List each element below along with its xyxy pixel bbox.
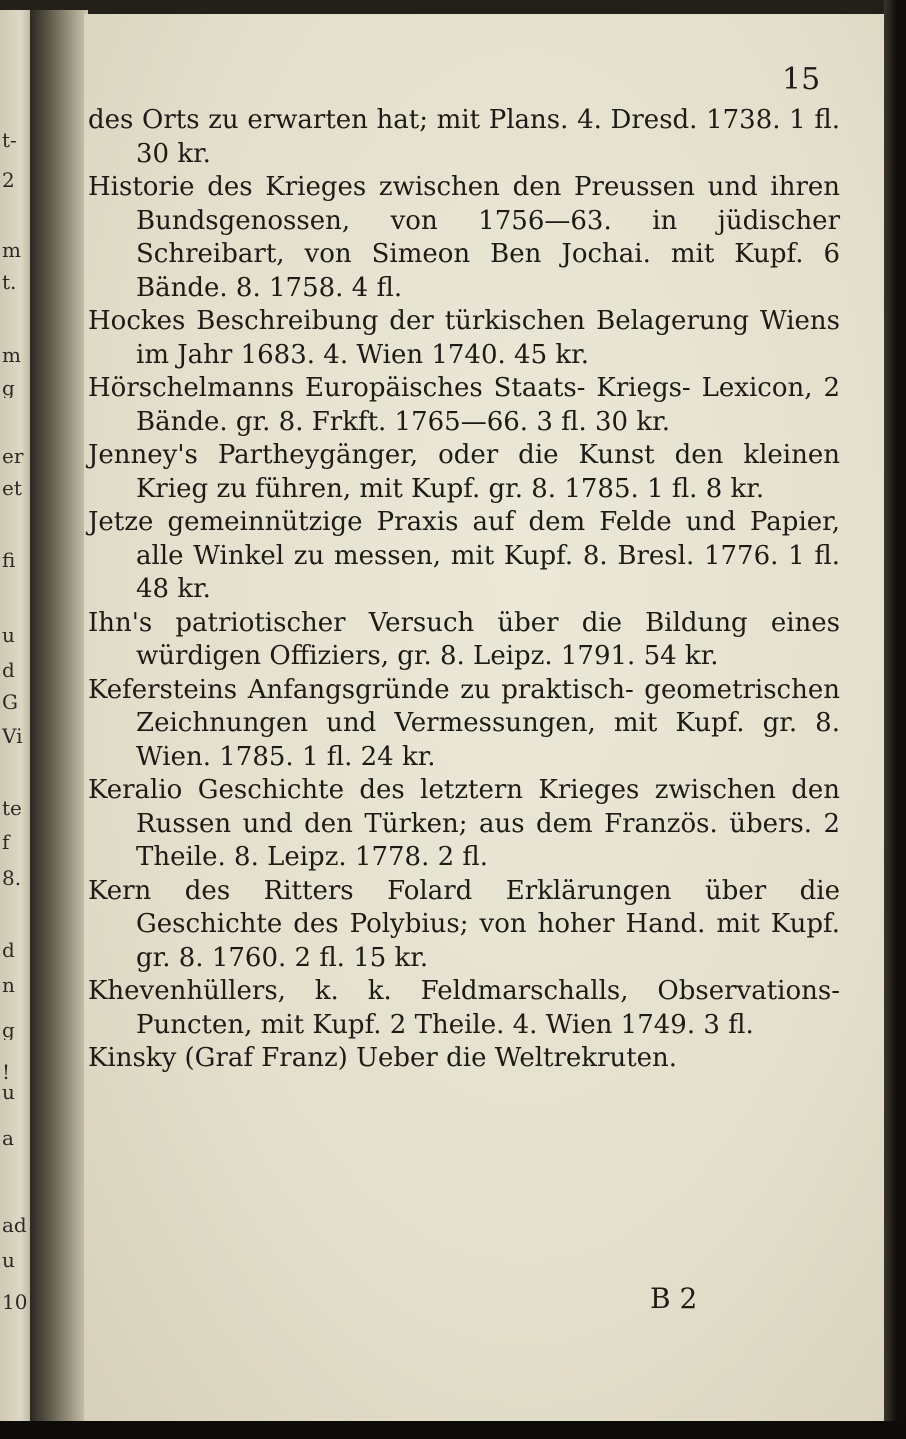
catalog-entry: Kinsky (Graf Franz) Ueber die Weltrekruten. <box>88 1043 678 1073</box>
left-page-fragment: te <box>2 798 22 818</box>
catalog-entry: des Orts zu erwarten hat; mit Plans. 4. Dresd. 1738. 1 fl. 30 kr. <box>88 105 840 169</box>
left-page-fragment: n <box>2 975 15 995</box>
catchword-signature: B 2 <box>650 1282 698 1315</box>
left-page-fragment: g <box>2 1020 15 1040</box>
left-page-fragment: m <box>2 345 21 365</box>
catalog-entry: Ihn's patriotischer Versuch über die Bildung eines würdigen Offiziers, gr. 8. Leipz. 1791. 54 kr. <box>88 607 840 671</box>
page-number: 15 <box>782 62 821 97</box>
catalog-entry: Jenney's Partheygänger, oder die Kunst den kleinen Krieg zu führen, mit Kupf. gr. 8. 1785. 1 fl. 8 kr. <box>88 440 840 504</box>
book-gutter <box>30 10 88 1422</box>
scan-right-edge <box>884 0 906 1439</box>
left-page-fragment: fi <box>2 550 16 570</box>
left-page-fragment: ad <box>2 1215 27 1235</box>
left-page-fragment: 10 <box>2 1292 28 1312</box>
left-page-fragment: t- <box>2 130 17 150</box>
left-page-fragment: u <box>2 1082 15 1102</box>
left-page-fragment: et <box>2 478 22 498</box>
catalog-entry: Jetze gemeinnützige Praxis auf dem Felde und Papier, alle Winkel zu messen, mit Kupf. 8. Bresl. 1776. 1 fl. 48 kr. <box>88 507 840 604</box>
left-page-fragment: g <box>2 378 15 398</box>
catalog-entry: Khevenhüllers, k. k. Feldmarschalls, Observations- Puncten, mit Kupf. 2 Theile. 4. Wien 1749. 3 fl. <box>88 976 840 1040</box>
left-page-fragment: m <box>2 240 21 260</box>
left-page-fragment: G <box>2 692 18 712</box>
left-page-fragment: f <box>2 832 10 852</box>
catalog-entry: Keralio Geschichte des letztern Krieges zwischen den Russen und den Türken; aus dem Französ. übers. 2 Theile. 8. Leipz. 1778. 2 fl. <box>88 775 840 872</box>
catalog-entry: Historie des Krieges zwischen den Preussen und ihren Bundsgenossen, von 1756—63. in jüdischer Schreibart, von Simeon Ben Jochai. mit Kupf. 6 Bände. 8. 1758. 4 fl. <box>88 172 840 303</box>
left-page-fragment: 8. <box>2 868 22 888</box>
left-page-fragment: 2 <box>2 170 15 190</box>
catalog-entry: Hockes Beschreibung der türkischen Belagerung Wiens im Jahr 1683. 4. Wien 1740. 45 kr. <box>88 306 840 370</box>
catalog-entries <box>88 104 840 1076</box>
left-page-fragment: u <box>2 625 15 645</box>
left-page-fragment: a <box>2 1128 14 1148</box>
scan-top-edge <box>0 0 906 14</box>
catalog-entry: Hörschelmanns Europäisches Staats- Kriegs- Lexicon, 2 Bände. gr. 8. Frkft. 1765—66. 3 fl. 30 kr. <box>88 373 840 437</box>
left-page-fragment: ! <box>2 1062 11 1082</box>
left-page-edge <box>0 10 30 1422</box>
scan-bottom-edge <box>0 1421 906 1439</box>
left-page-fragment: u <box>2 1250 15 1270</box>
catalog-entry: Kefersteins Anfangsgründe zu praktisch- geometrischen Zeichnungen und Vermessungen, mit Kupf. gr. 8. Wien. 1785. 1 fl. 24 kr. <box>88 674 840 772</box>
left-page-fragment: d <box>2 940 15 960</box>
left-page-fragment: t. <box>2 272 17 292</box>
left-page-fragment: d <box>2 660 15 680</box>
left-page-fragment: er <box>2 446 24 466</box>
catalog-entry: Kern des Ritters Folard Erklärungen über die Geschichte des Polybius; von hoher Hand. mit Kupf. gr. 8. 1760. 2 fl. 15 kr. <box>88 875 840 973</box>
left-page-fragment: Vi <box>2 726 23 746</box>
